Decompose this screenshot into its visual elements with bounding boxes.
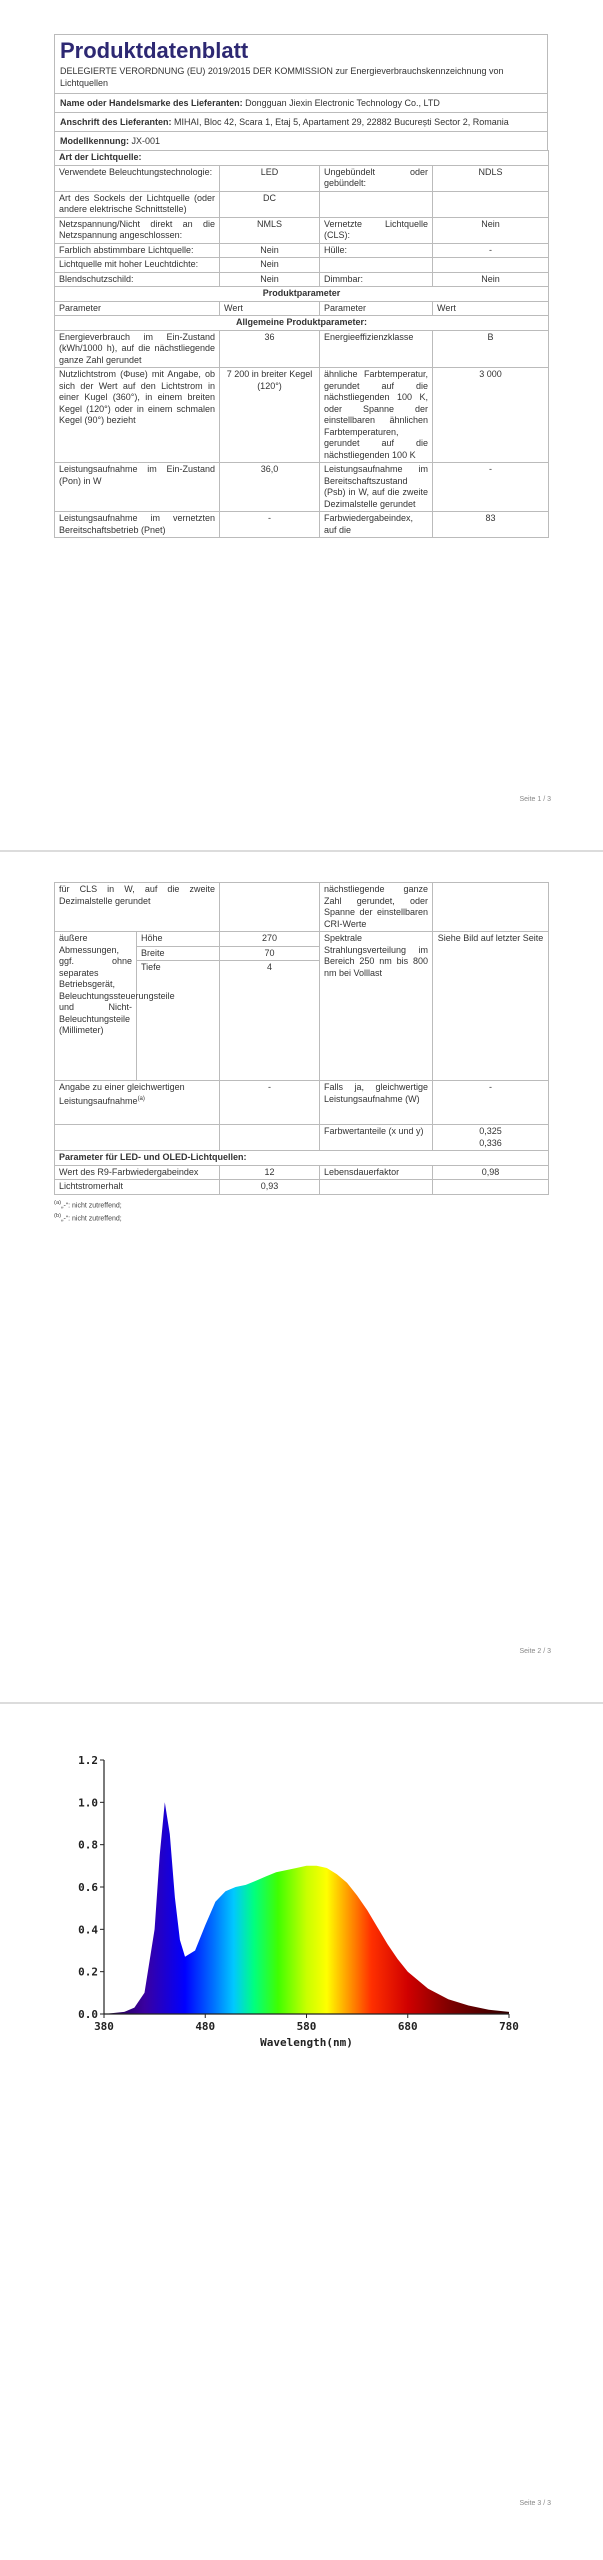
cell-label bbox=[55, 1125, 220, 1151]
cell-value: - bbox=[433, 463, 549, 512]
supplier-address-label: Anschrift des Lieferanten: bbox=[60, 117, 172, 127]
footnote-mark: (a) bbox=[137, 1095, 145, 1102]
cell-value: 3 000 bbox=[433, 368, 549, 463]
cell-label: nächstliegende ganze Zahl gerundet, oder Spanne der einstellbaren CRI-Werte bbox=[320, 883, 433, 932]
cell-value bbox=[433, 258, 549, 273]
y-tick-label: 0.2 bbox=[78, 1965, 98, 1979]
cell-label: Falls ja, gleichwertige Leistungsaufnahme (W) bbox=[320, 1081, 433, 1125]
cell-value: - bbox=[433, 1081, 549, 1125]
cell-value: NMLS bbox=[220, 217, 320, 243]
cell-value: 83 bbox=[433, 512, 549, 538]
footnote-mark: (b) bbox=[54, 1212, 62, 1219]
cell-value: 36,0 bbox=[220, 463, 320, 512]
cell-value: LED bbox=[220, 165, 320, 191]
dimensions-label: äußere Abmessungen, ggf. ohne separates Betriebsgerät, Beleuchtungssteuerungsteile und Nicht-Beleuchtungsteile (Millimeter) bbox=[55, 932, 137, 1081]
footnote-text: „-“: nicht zutreffend; bbox=[61, 1215, 122, 1223]
footnote-text: „-“: nicht zutreffend; bbox=[61, 1201, 122, 1209]
supplier-address-value: MIHAI, Bloc 42, Scara 1, Etaj 5, Apartament 29, 22882 București Sector 2, Romania bbox=[174, 117, 509, 127]
cell-label: Lichtquelle mit hoher Leuchtdichte: bbox=[55, 258, 220, 273]
x-tick-label: 780 bbox=[499, 2020, 519, 2033]
cell-value: Nein bbox=[220, 243, 320, 258]
cell-label: Energieverbrauch im Ein-Zustand (kWh/1000 h), auf die nächstliegende ganze Zahl gerundet bbox=[55, 330, 220, 368]
cell-label bbox=[320, 258, 433, 273]
y-tick-label: 1.2 bbox=[78, 1754, 98, 1767]
dimension-value: 4 bbox=[220, 961, 320, 1081]
x-tick-label: 580 bbox=[296, 2020, 317, 2033]
table-row bbox=[55, 883, 549, 932]
supplier-name-row bbox=[54, 93, 548, 112]
plot-area bbox=[78, 1754, 519, 2049]
x-tick-label: 480 bbox=[195, 2020, 216, 2033]
cell-value: B bbox=[433, 330, 549, 368]
cell-value: 36 bbox=[220, 330, 320, 368]
cell-value: - bbox=[220, 512, 320, 538]
cell-label bbox=[320, 1180, 433, 1195]
page-title: Produktdatenblatt bbox=[60, 38, 249, 63]
model-value: JX-001 bbox=[131, 136, 161, 146]
cell-value: 0,98 bbox=[433, 1165, 549, 1180]
cell-label: Vernetzte Lichtquelle (CLS): bbox=[320, 217, 433, 243]
dimension-value: 70 bbox=[220, 946, 320, 961]
cell-label: Blendschutzschild: bbox=[55, 272, 220, 287]
supplier-name-label: Name oder Handelsmarke des Lieferanten: bbox=[60, 98, 243, 108]
cell-value: Nein bbox=[433, 217, 549, 243]
cell-value: Nein bbox=[220, 272, 320, 287]
cell-value: - bbox=[433, 243, 549, 258]
page-2 bbox=[0, 852, 603, 1702]
cell-label: Farbwertanteile (x und y) bbox=[320, 1125, 433, 1151]
footnote-mark: (a) bbox=[54, 1199, 62, 1206]
table-row bbox=[55, 243, 549, 258]
dimension-name: Höhe bbox=[137, 932, 220, 947]
parameters-table-continued bbox=[54, 882, 549, 1195]
y-tick-label: 0.8 bbox=[78, 1838, 98, 1852]
cell-label: Art des Sockels der Lichtquelle (oder andere elektrische Schnittstelle) bbox=[55, 191, 220, 217]
column-header-value: Wert bbox=[433, 301, 549, 316]
cell-label: Leistungsaufnahme im vernetzten Bereitschaftsbetrieb (Pnet) bbox=[55, 512, 220, 538]
cell-value: 7 200 in breiter Kegel (120°) bbox=[220, 368, 320, 463]
chromaticity-values bbox=[433, 1125, 549, 1151]
table-row bbox=[55, 1125, 549, 1151]
datasheet-page-2 bbox=[54, 882, 548, 1224]
cell-value bbox=[220, 1125, 320, 1151]
x-tick-label: 380 bbox=[94, 2020, 114, 2033]
light-source-heading: Art der Lichtquelle: bbox=[55, 151, 549, 166]
y-tick-label: 0.4 bbox=[78, 1923, 98, 1937]
page-footer: Seite 3 / 3 bbox=[519, 2500, 551, 2507]
cell-label: ähnliche Farbtemperatur, gerundet auf die nächstliegenden 100 K, oder Spanne der einstellbaren ähnlichen Farbtemperaturen, gerundet auf die nächstliegenden 100 K bbox=[320, 368, 433, 463]
page-footer: Seite 1 / 3 bbox=[519, 796, 551, 803]
cell-value: NDLS bbox=[433, 165, 549, 191]
y-tick-label: 1.0 bbox=[78, 1796, 98, 1810]
column-header-parameter: Parameter bbox=[55, 301, 220, 316]
cell-label: Lebensdauerfaktor bbox=[320, 1165, 433, 1180]
page-footer: Seite 2 / 3 bbox=[519, 1648, 551, 1655]
table-row bbox=[55, 272, 549, 287]
model-row bbox=[54, 131, 548, 150]
table-row bbox=[55, 330, 549, 368]
cell-value bbox=[433, 883, 549, 932]
spectral-value: Siehe Bild auf letzter Seite bbox=[433, 932, 549, 1081]
regulation-subtitle: DELEGIERTE VERORDNUNG (EU) 2019/2015 DER KOMMISSION zur Energieverbrauchskennzeichnung von Lichtquellen bbox=[60, 66, 504, 88]
product-parameters-heading: Produktparameter bbox=[55, 287, 549, 302]
cell-value: 12 bbox=[220, 1165, 320, 1180]
chromaticity-y: 0,336 bbox=[479, 1137, 502, 1148]
datasheet-page-1 bbox=[54, 34, 548, 538]
model-label: Modellkennung: bbox=[60, 136, 129, 146]
x-axis-label: Wavelength(nm) bbox=[260, 2036, 353, 2049]
cell-value bbox=[220, 883, 320, 932]
general-parameters-heading: Allgemeine Produktparameter: bbox=[55, 316, 549, 331]
table-row bbox=[55, 1081, 549, 1125]
cell-label: Netzspannung/Nicht direkt an die Netzspannung angeschlossen: bbox=[55, 217, 220, 243]
table-header-row bbox=[55, 301, 549, 316]
x-tick-label: 680 bbox=[397, 2020, 418, 2033]
spectral-distribution-chart bbox=[64, 1750, 524, 2050]
table-row bbox=[55, 1180, 549, 1195]
cell-label: für CLS in W, auf die zweite Dezimalstelle gerundet bbox=[55, 883, 220, 932]
cell-value bbox=[433, 191, 549, 217]
cell-value: - bbox=[220, 1081, 320, 1125]
cell-value: Nein bbox=[433, 272, 549, 287]
spectrum-area bbox=[104, 1802, 509, 2014]
supplier-name-value: Dongguan Jiexin Electronic Technology Co., LTD bbox=[245, 98, 440, 108]
column-header-parameter: Parameter bbox=[320, 301, 433, 316]
table-row bbox=[55, 217, 549, 243]
cell-label: Farblich abstimmbare Lichtquelle: bbox=[55, 243, 220, 258]
dimension-value: 270 bbox=[220, 932, 320, 947]
cell-value: DC bbox=[220, 191, 320, 217]
supplier-address-row bbox=[54, 112, 548, 131]
title-box bbox=[54, 34, 548, 93]
cell-label bbox=[320, 191, 433, 217]
cell-label: Wert des R9-Farbwiedergabeindex bbox=[55, 1165, 220, 1180]
footnote bbox=[54, 1211, 548, 1224]
cell-label: Verwendete Beleuchtungstechnologie: bbox=[55, 165, 220, 191]
cell-label: Farbwiedergabeindex, auf die bbox=[320, 512, 433, 538]
table-row bbox=[55, 258, 549, 273]
table-row bbox=[55, 1165, 549, 1180]
y-tick-label: 0.6 bbox=[78, 1881, 98, 1894]
chromaticity-x: 0,325 bbox=[479, 1126, 502, 1136]
cell-label: Angabe zu einer gleichwertigen Leistungsaufnahme bbox=[59, 1082, 185, 1106]
table-row bbox=[55, 512, 549, 538]
cell-label: Leistungsaufnahme im Ein-Zustand (Pon) in W bbox=[55, 463, 220, 512]
dimension-name: Breite bbox=[137, 946, 220, 961]
cell-label: Leistungsaufnahme im Bereitschaftszustand (Psb) in W, auf die zweite Dezimalstelle gerundet bbox=[320, 463, 433, 512]
cell-value: Nein bbox=[220, 258, 320, 273]
footnote bbox=[54, 1198, 548, 1211]
cell-label: Lichtstromerhalt bbox=[55, 1180, 220, 1195]
table-row bbox=[55, 165, 549, 191]
light-source-table bbox=[54, 150, 549, 538]
led-parameters-heading: Parameter für LED- und OLED-Lichtquellen: bbox=[55, 1151, 549, 1166]
dimension-name: Tiefe bbox=[137, 961, 220, 1081]
cell-value bbox=[433, 1180, 549, 1195]
cell-label: Hülle: bbox=[320, 243, 433, 258]
page-1 bbox=[0, 0, 603, 850]
cell-label: Energieeffizienzklasse bbox=[320, 330, 433, 368]
y-tick-label: 0.0 bbox=[78, 2008, 98, 2021]
spectral-label: Spektrale Strahlungsverteilung im Bereich 250 nm bis 800 nm bei Volllast bbox=[320, 932, 433, 1081]
cell-label: Ungebündelt oder gebündelt: bbox=[320, 165, 433, 191]
cell-label: Dimmbar: bbox=[320, 272, 433, 287]
cell-value: 0,93 bbox=[220, 1180, 320, 1195]
table-row bbox=[55, 191, 549, 217]
table-row bbox=[55, 463, 549, 512]
column-header-value: Wert bbox=[220, 301, 320, 316]
table-row bbox=[55, 368, 549, 463]
cell-label: Nutzlichtstrom (Φuse) mit Angabe, ob sich der Wert auf den Lichtstrom in einer Kugel (360°), in einem breiten Kegel (120°) oder in einem schmalen Kegel (90°) bezieht bbox=[55, 368, 220, 463]
table-row bbox=[55, 932, 549, 947]
